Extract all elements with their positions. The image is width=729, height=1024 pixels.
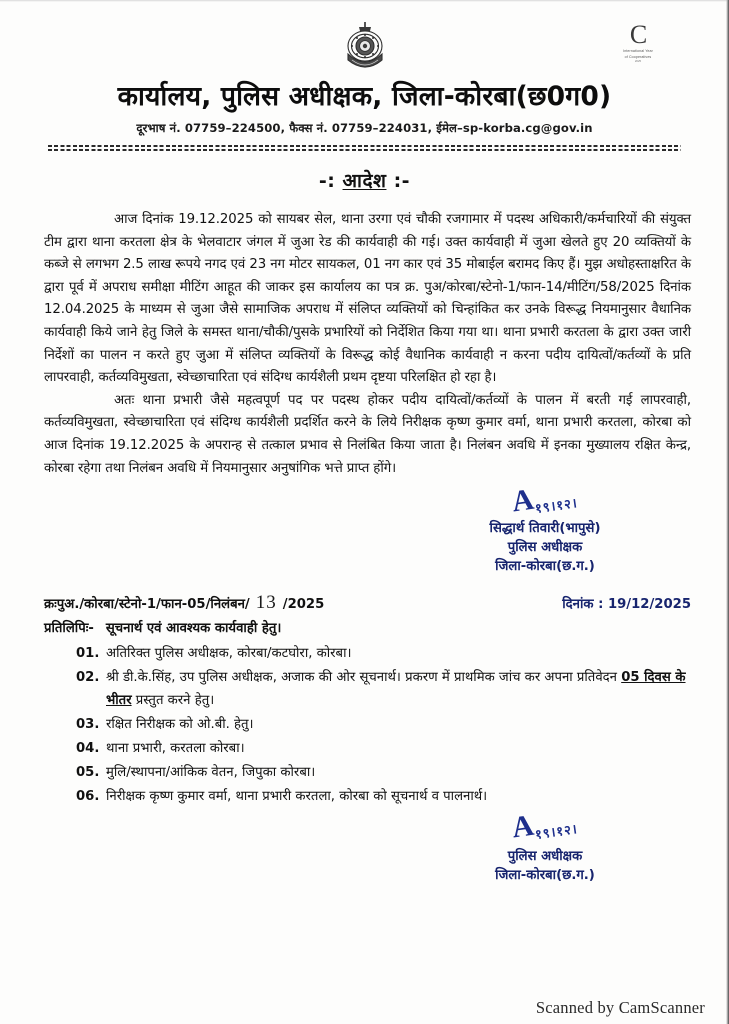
handwritten-signature-top: A: [509, 482, 537, 519]
handwritten-date-bottom: १९।१२।: [533, 821, 579, 843]
recipient-number: 04.: [76, 741, 100, 757]
recipient-text: [106, 713, 691, 736]
order-heading-word: आदेश: [342, 170, 387, 192]
reference-date: [562, 594, 691, 612]
signatory-designation-bottom: पुलिस अधीक्षक: [507, 849, 583, 865]
paragraph-2: अतः थाना प्रभारी जैसे महत्वपूर्ण पद पर पदस्थ होकर पदीय दायित्वों/कर्तव्यों के पालन में बरती गई लापरवाही, कर्तव्यविमुखता, स्वेच्छाचारिता एवं संदिग्ध कार्यशैली प्रदर्शित करने के लिये निरीक्षक कृष्ण कुमार वर्मा, थाना प्रभारी करतला, कोरबा को आज दिनांक 19.12.2025 के अपरान्ह से तत्काल प्रभाव से निलंबित किया जाता है। निलंबन अवधि में इनका मुख्यालय रक्षित केन्द्र, कोरबा रहेगा तथा निलंबन अवधि में नियमानुसार अनुषांगिक भत्ते प्राप्त होंगे।: [44, 392, 691, 476]
signature-mark-bottom: [420, 808, 670, 847]
signatory-designation-top: पुलिस अधीक्षक: [507, 540, 583, 556]
recipient-text-before: मुलि/स्थापना/आंकिक वेतन, जिपुका कोरबा।: [106, 765, 316, 781]
contact-line: दूरभाष नं. 07759–224500, फैक्स नं. 07759–224031, ईमेल–sp-korba.cg@gov.in: [136, 121, 593, 135]
list-item: [76, 642, 691, 665]
recipient-text: [106, 737, 691, 760]
recipient-number: 02.: [76, 670, 100, 686]
recipient-text: [106, 785, 691, 808]
copy-to-text: सूचनार्थ एवं आवश्यक कार्यवाही हेतु।: [105, 621, 282, 637]
signature-mark-top: [420, 482, 670, 521]
reference-row: [0, 592, 729, 614]
recipient-text-before: अतिरिक्त पुलिस अधीक्षक, कोरबा/कटघोरा, कोरबा।: [106, 646, 352, 662]
list-item: [76, 761, 691, 784]
signatory-district-top: जिला-कोरबा(छ.ग.): [495, 559, 595, 575]
recipient-number: 05.: [76, 765, 100, 781]
coop-logo-letter: C: [629, 20, 647, 49]
recipient-text: [106, 642, 691, 665]
signatory-district-bottom: जिला-कोरबा(छ.ग.): [495, 868, 595, 884]
coop-logo-caption-line-3: 2025: [634, 59, 642, 64]
reference-date-label: दिनांक :: [562, 597, 604, 613]
coop-logo-caption-line-1: International Year: [623, 49, 653, 53]
international-year-of-cooperatives-logo: [615, 22, 661, 72]
recipient-number: 06.: [76, 789, 100, 805]
copy-to-label: प्रतिलिपिः-: [44, 621, 94, 637]
recipient-text-underlined: 05 दिवस के भीतर: [106, 670, 686, 709]
document-body: [0, 209, 729, 480]
recipient-text-after: प्रस्तुत करने हेतु।: [131, 693, 215, 709]
recipient-text-before: श्री डी.के.सिंह, उप पुलिस अधीक्षक, अजाक की ओर सूचनार्थ। प्रकरण में प्राथमिक जांच कर अपना प्रतिवेदन: [106, 670, 622, 686]
handwritten-date-top: १९।१२।: [533, 495, 579, 517]
recipient-text-before: थाना प्रभारी, करतला कोरबा।: [106, 741, 245, 757]
recipient-text: [106, 761, 691, 784]
handwritten-signature-bottom: A: [509, 808, 537, 845]
paragraph-1: आज दिनांक 19.12.2025 को सायबर सेल, थाना उरगा एवं चौकी रजगामार में पदस्थ अधिकारी/कर्मचारियों की संयुक्त टीम द्वारा थाना करतला क्षेत्र के भेलवाटार जंगल में जुआ रेड की कार्यवाही की गई। उक्त कार्यवाही में जुआ खेलते हुए 20 व्यक्तियों के कब्जे से लगभग 2.5 लाख रूपये नगद एवं 23 नग मोटर सायकल, 01 नग कार एवं 35 मोबाईल बरामद किए हैं। मुझ अधोहस्ताक्षरित के द्वारा पूर्व में अपराध समीक्षा मीटिंग आहूत की जाकर इस कार्यालय का पत्र क्र. पुअ/कोरबा/स्टेनो-1/फान-14/मीटिंग/58/2025 दिनांक 12.04.2025 के माध्यम से जुआ जैसे सामाजिक अपराध में संलिप्त व्यक्तियों को चिन्हांकित कर उनके विरूद्ध नियमानुसार वैधानिक कार्यवाही किये जाने हेतु जिले के समस्त थाना/चौकी/पुसके प्रभारियों को निर्देशित किया गया था। थाना प्रभारी करतला के द्वारा उक्त जारी निर्देशों का पालन न करते हुए जुआ में संलिप्त व्यक्तियों के विरूद्ध कोई वैधानिक कार्यवाही न करना पदीय दायित्वों/कर्तव्यों के प्रति लापरवाही, कर्तव्यविमुखता, स्वेच्छाचारिता एवं संदिग्ध कार्यशैली प्रथम दृष्टया परिलक्षित हो रहा है।: [44, 212, 691, 386]
signature-block-bottom: [420, 808, 670, 885]
recipient-text-before: निरीक्षक कृष्ण कुमार वर्मा, थाना प्रभारी करतला, कोरबा को सूचनार्थ व पालनार्थ।: [106, 789, 488, 805]
list-item: [76, 785, 691, 808]
order-heading: [0, 167, 729, 193]
recipient-text: [106, 666, 691, 712]
coop-logo-caption-line-2: of Cooperatives: [624, 54, 652, 59]
signature-block-top: [420, 482, 670, 576]
order-heading-prefix: -:: [318, 170, 343, 192]
recipient-list: [0, 642, 729, 808]
signatory-name-top: सिद्धार्थ तिवारी(भापुसे): [489, 521, 601, 537]
list-item: [76, 737, 691, 760]
list-item: [76, 666, 691, 712]
recipient-number: 01.: [76, 646, 100, 662]
reference-number-prefix: क्रःपुअ./कोरबा/स्टेनो-1/फान-05/निलंबन/: [44, 597, 250, 613]
camscanner-watermark: Scanned by CamScanner: [535, 998, 705, 1017]
header-divider: [48, 145, 681, 151]
office-title: कार्यालय, पुलिस अधीक्षक, जिला-कोरबा(छ0ग0): [117, 81, 612, 112]
list-item: [76, 713, 691, 736]
reference-date-value: 19/12/2025: [607, 597, 691, 613]
recipient-text-before: रक्षित निरीक्षक को ओ.बी. हेतु।: [106, 717, 254, 733]
reference-hand-number: 13: [255, 592, 277, 614]
document-header: [0, 0, 729, 193]
order-heading-suffix: :-: [386, 170, 411, 192]
emblem-row: [0, 16, 729, 78]
recipient-number: 03.: [76, 717, 100, 733]
copy-to-line: [0, 618, 729, 636]
reference-year: /2025: [282, 597, 325, 613]
police-emblem-icon: [343, 20, 387, 74]
